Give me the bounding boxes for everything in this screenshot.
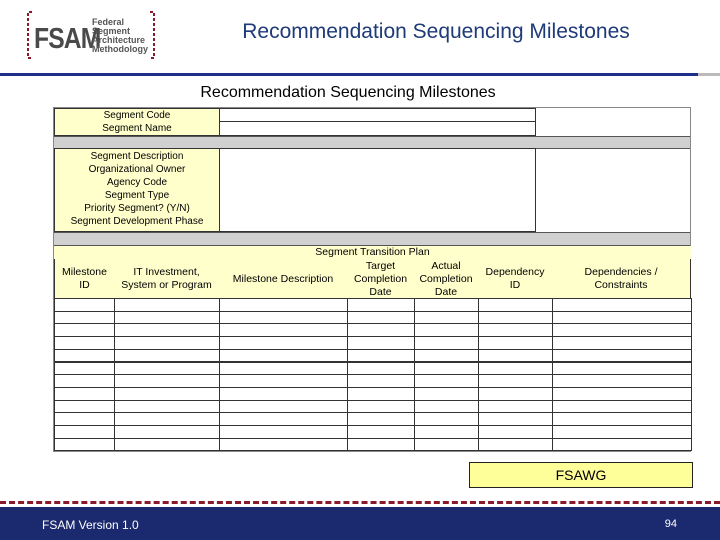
grid-cell[interactable] [414,311,479,325]
grid-cell[interactable] [219,438,348,452]
col-dependencies-constraints [552,260,690,298]
grid-cell[interactable] [347,387,415,401]
grid-cell[interactable] [54,298,115,312]
logo-word: Methodology [92,44,148,54]
grid-cell[interactable] [414,336,479,350]
grid-cell[interactable] [414,438,479,452]
col-header-text: Milestone [62,266,107,278]
section-separator [54,232,690,246]
col-milestone-id [55,260,114,298]
segment-name-input[interactable] [219,121,536,136]
grid-cell[interactable] [414,412,479,426]
grid-cell[interactable] [219,400,348,414]
grid-cell[interactable] [347,400,415,414]
grid-cell[interactable] [552,311,692,325]
grid-cell[interactable] [219,336,348,350]
grid-cell[interactable] [478,362,553,376]
grid-cell[interactable] [54,362,115,376]
col-header-text: Milestone Description [232,272,334,285]
grid-cell[interactable] [219,311,348,325]
field-label: Agency Code [106,177,168,188]
grid-cell[interactable] [114,362,220,376]
field-label: Segment Code [103,110,171,121]
col-milestone-description [219,260,347,298]
header-divider [0,73,698,76]
field-label: Segment Name [102,123,172,134]
grid-cell[interactable] [114,387,220,401]
grid-cell[interactable] [414,374,479,388]
grid-cell[interactable] [552,387,692,401]
grid-cell[interactable] [114,349,220,363]
grid-cell[interactable] [219,349,348,363]
grid-cell[interactable] [114,336,220,350]
grid-cell[interactable] [347,425,415,439]
grid-cell[interactable] [414,425,479,439]
grid-cell[interactable] [552,412,692,426]
grid-cell[interactable] [114,374,220,388]
field-label: Priority Segment? (Y/N) [84,203,190,214]
grid-cell[interactable] [478,374,553,388]
grid-cell[interactable] [114,400,220,414]
grid-cell[interactable] [414,387,479,401]
grid-cell[interactable] [478,349,553,363]
col-it-investment [114,260,219,298]
grid-cell[interactable] [54,323,115,337]
col-header-text: Date [434,285,458,298]
field-label: Organizational Owner [88,164,186,175]
grid-cell[interactable] [478,387,553,401]
grid-cell[interactable] [347,362,415,376]
grid-cell[interactable] [552,374,692,388]
grid-cell[interactable] [219,387,348,401]
grid-cell[interactable] [347,438,415,452]
grid-cell[interactable] [478,311,553,325]
grid-cell[interactable] [347,323,415,337]
grid-cell[interactable] [478,336,553,350]
field-label-group-top [54,108,220,136]
col-header-text: Dependency [485,266,545,278]
grid-cell[interactable] [54,349,115,363]
col-dependency-id [478,260,552,298]
grid-cell[interactable] [114,412,220,426]
grid-cell[interactable] [552,336,692,350]
segment-code-input[interactable] [219,108,536,122]
col-header-text: Constraints [594,279,648,291]
grid-cell[interactable] [347,374,415,388]
col-header-text: ID [509,279,521,291]
col-header-text: Completion [353,272,408,285]
field-label: Segment Description [90,151,184,162]
grid-cell[interactable] [54,438,115,452]
logo-word: Architecture [92,35,146,45]
grid-cell[interactable] [54,336,115,350]
col-header-text: Dependencies / [584,266,658,278]
col-header-text: ID [79,279,90,291]
grid-cell[interactable] [414,362,479,376]
worksheet-title: Recommendation Sequencing Milestones [200,84,496,101]
fsawg-badge: FSAWG [469,462,693,488]
grid-cell[interactable] [219,323,348,337]
grid-cell[interactable] [552,425,692,439]
header-divider-accent [698,73,720,76]
col-actual-completion [414,259,478,299]
grid-cell[interactable] [552,349,692,363]
grid-cell[interactable] [347,311,415,325]
grid-cell[interactable] [552,362,692,376]
grid-cell[interactable] [552,298,692,312]
grid-cell[interactable] [219,362,348,376]
grid-cell[interactable] [114,323,220,337]
grid-cell[interactable] [347,336,415,350]
grid-cell[interactable] [54,412,115,426]
field-label-group-mid [54,148,220,232]
footer-version: FSAM Version 1.0 [42,518,139,532]
col-header-text: Target [365,259,396,272]
grid-cell[interactable] [478,298,553,312]
grid-cell[interactable] [114,438,220,452]
grid-cell[interactable] [219,412,348,426]
grid-cell[interactable] [347,298,415,312]
col-header-text: Date [369,285,392,298]
transition-plan-title [54,246,691,259]
col-header-text: IT Investment, [133,266,200,278]
grid-cell[interactable] [552,438,692,452]
grid-cell[interactable] [114,425,220,439]
grid-cell[interactable] [347,349,415,363]
grid-cell[interactable] [114,298,220,312]
grid-cell[interactable] [54,425,115,439]
slide-title: Recommendation Sequencing Milestones [242,20,630,43]
grid-cell[interactable] [219,298,348,312]
logo-words [92,18,148,54]
col-header-text: System or Program [121,279,212,291]
grid-cell[interactable] [478,323,553,337]
grid-cell[interactable] [54,374,115,388]
grid-cell[interactable] [414,349,479,363]
col-target-completion [347,259,414,299]
col-header-text: Completion [419,272,473,285]
grid-cell[interactable] [478,400,553,414]
grid-cell[interactable] [414,400,479,414]
grid-cell[interactable] [414,298,479,312]
grid-cell[interactable] [347,412,415,426]
logo-word: Federal [92,17,125,27]
footer-divider [0,501,720,504]
grid-cell[interactable] [478,412,553,426]
logo-acronym: FSAM [34,23,101,55]
grid-cell[interactable] [219,374,348,388]
grid-cell[interactable] [219,425,348,439]
grid-cell[interactable] [414,323,479,337]
logo-word: Segment [92,26,131,36]
grid-cell[interactable] [552,323,692,337]
plan-title-text: Segment Transition Plan [315,246,430,258]
grid-cell[interactable] [478,438,553,452]
grid-cell[interactable] [54,311,115,325]
grid-cell[interactable] [552,400,692,414]
page-number: 94 [664,518,677,530]
grid-cell[interactable] [114,311,220,325]
segment-details-input[interactable] [219,148,536,232]
fsam-logo [26,10,160,60]
field-label: Segment Development Phase [70,216,204,227]
grid-cell[interactable] [478,425,553,439]
col-header-text: Actual [431,259,461,272]
grid-cell[interactable] [54,387,115,401]
field-label: Segment Type [104,190,170,201]
grid-cell[interactable] [54,400,115,414]
